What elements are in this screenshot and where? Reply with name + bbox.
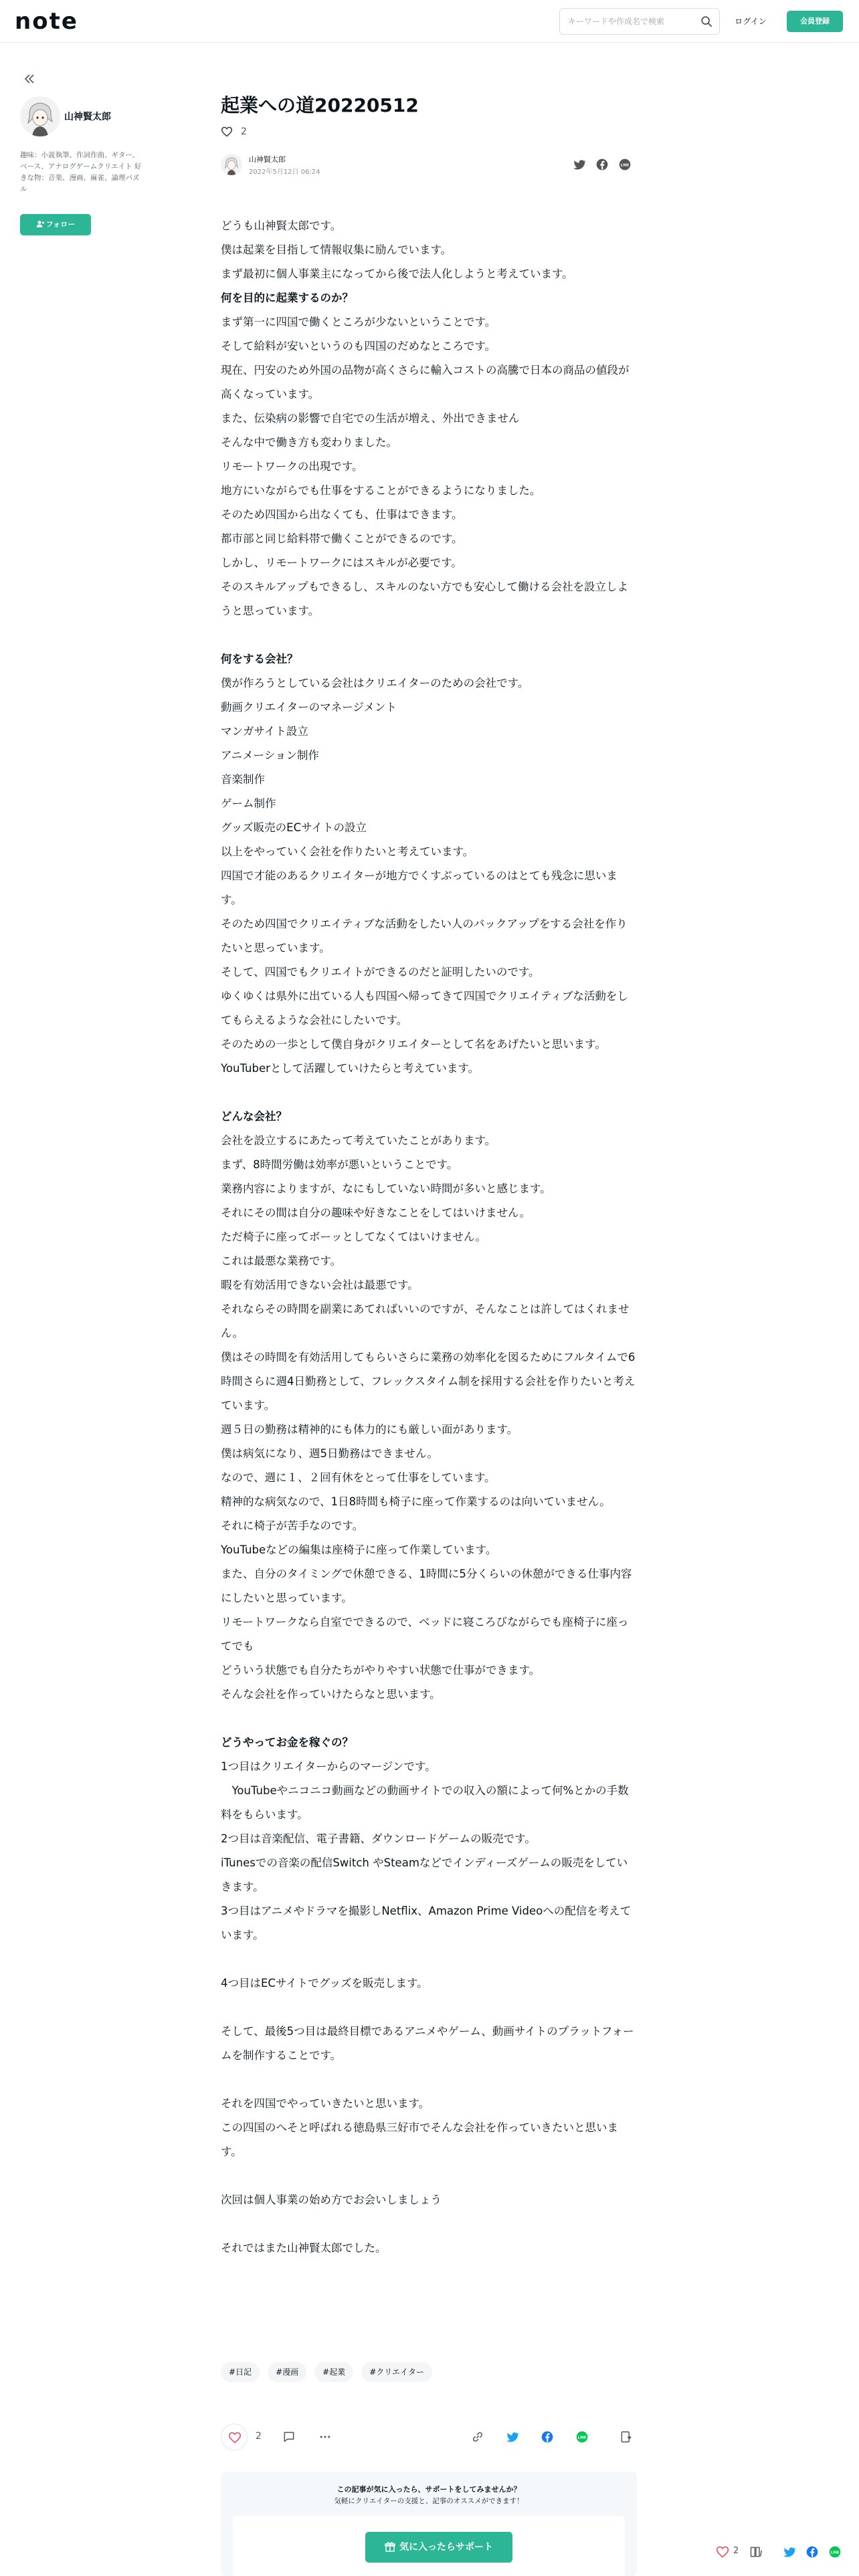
- article-paragraph: 精神的な病気なので、1日8時間も椅子に座って作業するのは向いていません。: [221, 1495, 611, 1508]
- article-paragraph: 僕は病気になり、週5日勤務はできません。: [221, 1447, 438, 1460]
- login-button[interactable]: ログイン: [735, 17, 767, 26]
- article-paragraph: そして、最後5つ目は最終目標であるアニメやゲーム、動画サイトのプラットフォームを制作することです。: [221, 2025, 634, 2062]
- article-paragraph: まず、8時間労働は効率が悪いということです。: [221, 1158, 458, 1171]
- section-heading: 何をする会社？: [221, 653, 298, 665]
- follow-label: フォロー: [45, 220, 76, 229]
- title-like-count: 2: [241, 126, 247, 137]
- hashtag[interactable]: #漫画: [268, 2362, 306, 2382]
- article-paragraph: 僕は起業を目指して情報収集に励んでいます。: [221, 243, 452, 256]
- article-paragraph: 3つ目はアニメやドラマを撮影しNetflix、Amazon Prime Videoへの配信を考えています。: [221, 1905, 632, 1941]
- article-paragraph: 都市部と同じ給料帯で働くことができるのです。: [221, 532, 463, 545]
- article-paragraph: 2つ目は音楽配信、電子書籍、ダウンロードゲームの販売です。: [221, 1832, 536, 1845]
- float-magazine-icon[interactable]: [749, 2545, 763, 2559]
- line-icon[interactable]: [618, 158, 632, 171]
- support-box: [221, 2472, 637, 2576]
- article-paragraph: アニメーション制作: [221, 749, 320, 762]
- article-paragraph: 音楽制作: [221, 773, 265, 786]
- author-avatar-small[interactable]: [221, 154, 242, 175]
- floating-action-bar: [712, 2539, 859, 2565]
- like-button[interactable]: [221, 2424, 248, 2450]
- article-paragraph: そんな中で働き方も変わりました。: [221, 436, 397, 449]
- article-paragraph: 僕が作ろうとしている会社はクリエイターのための会社です。: [221, 677, 529, 689]
- article-paragraph: それに椅子が苦手なのです。: [221, 1519, 364, 1532]
- article-paragraph: それにその間は自分の趣味や好きなことをしてはいけません。: [221, 1206, 531, 1219]
- svg-text:LINE: LINE: [577, 2436, 587, 2440]
- article-paragraph: ただ椅子に座ってボーッとしてなくてはいけません。: [221, 1230, 486, 1243]
- link-icon[interactable]: [471, 2430, 484, 2444]
- article-paragraph: そして、四国でもクリエイトができるのだと証明したいのです。: [221, 966, 540, 978]
- collapse-sidebar-icon[interactable]: [23, 72, 36, 86]
- line-share-icon[interactable]: [575, 2430, 589, 2444]
- article-paragraph: リモートワークの出現です。: [221, 460, 363, 473]
- support-button[interactable]: [365, 2532, 512, 2563]
- article-paragraph: そのため四国から出なくても、仕事はできます。: [221, 508, 463, 521]
- like-count: 2: [256, 2431, 262, 2442]
- comment-icon[interactable]: [282, 2430, 296, 2444]
- gift-icon: [385, 2541, 395, 2552]
- search-input[interactable]: [560, 9, 694, 34]
- article-paragraph: YouTubeやニコニコ動画などの動画サイトでの収入の額によって何%とかの手数料をもらいます。: [221, 1784, 629, 1821]
- article-paragraph: 1つ目はクリエイターからのマージンです。: [221, 1760, 436, 1773]
- article-paragraph: そして給料が安いというのも四国のだめなところです。: [221, 340, 496, 352]
- section-heading: どんな会社？: [221, 1110, 287, 1123]
- article-paragraph: YouTuberとして活躍していけたらと考えています。: [221, 1062, 480, 1075]
- section-heading: 何を目的に起業するのか？: [221, 292, 353, 304]
- article-paragraph: まず最初に個人事業主になってから後で法人化しようと考えています。: [221, 267, 573, 280]
- article-paragraph: 地方にいながらでも仕事をすることができるようになりました。: [221, 484, 541, 497]
- follow-button[interactable]: [20, 214, 91, 235]
- article-paragraph: ゲーム制作: [221, 797, 276, 810]
- twitter-icon[interactable]: [573, 158, 586, 171]
- author-avatar[interactable]: [20, 96, 60, 136]
- article-paragraph: [221, 2164, 636, 2188]
- article-paragraph: まず第一に四国で働くところが少ないということです。: [221, 316, 496, 328]
- article-paragraph: [221, 1947, 636, 1971]
- article-paragraph: それではまた山神賢太郎でした。: [221, 2242, 387, 2254]
- float-like-count: 2: [733, 2546, 739, 2556]
- heart-icon[interactable]: [221, 126, 233, 137]
- more-icon[interactable]: [318, 2430, 332, 2444]
- article-paragraph: 動画クリエイターのマネージメント: [221, 701, 397, 714]
- article-paragraph: 以上をやっていく会社を作りたいと考えています。: [221, 845, 474, 858]
- publish-date: 2022年5月12日 06:24: [249, 169, 320, 176]
- note-logo[interactable]: note: [15, 8, 78, 35]
- float-facebook-icon[interactable]: [805, 2545, 819, 2559]
- article-paragraph: 業務内容によりますが、なにもしていない時間が多いと感じます。: [221, 1182, 551, 1195]
- article-paragraph: グッズ販売のECサイトの設立: [221, 821, 367, 834]
- article-paragraph: また、伝染病の影響で自宅での生活が増え、外出できません: [221, 412, 520, 425]
- article-paragraph: 会社を設立するにあたって考えていたことがあります。: [221, 1134, 496, 1147]
- support-headline: この記事が気に入ったら、サポートをしてみませんか？: [337, 2485, 521, 2494]
- article-paragraph: そのため四国でクリエイティブな活動をしたい人のバックアップをする会社を作りたいと思っています。: [221, 918, 628, 954]
- search-box[interactable]: [559, 8, 720, 35]
- heart-icon: [228, 2432, 242, 2444]
- article-paragraph: [221, 1081, 636, 1105]
- signup-button[interactable]: 会員登録: [787, 11, 843, 32]
- site-header: [0, 0, 859, 43]
- article-paragraph: 現在、円安のため外国の品物が高くさらに輸入コストの高騰で日本の商品の値段が高くなっています。: [221, 364, 630, 401]
- article-paragraph: ゆくゆくは県外に出ている人も四国へ帰ってきて四国でクリエイティブな活動をしてもらえるような会社にしたいです。: [221, 990, 628, 1027]
- article-paragraph: [221, 2068, 636, 2092]
- article-paragraph: 僕はその時間を有効活用してもらいさらに業務の効率化を図るためにフルタイムで6時間さらに週4日勤務として、フレックスタイム制を採用する会社を作りたいと考えています。: [221, 1351, 636, 1412]
- article-paragraph: [221, 623, 636, 647]
- article-actions: [221, 2424, 636, 2450]
- support-subtext: 気軽にクリエイターの支援と、記事のオススメができます！: [334, 2497, 524, 2505]
- article-paragraph: しかし、リモートワークにはスキルが必要です。: [221, 556, 462, 569]
- article-paragraph: YouTubeなどの編集は座椅子に座って作業しています。: [221, 1543, 497, 1556]
- support-card: [233, 2516, 625, 2576]
- article-paragraph: iTunesでの音楽の配信Switch やSteamなどでインディーズゲームの販売をしていきます。: [221, 1856, 628, 1893]
- article-paragraph: 暇を有効活用できない会社は最悪です。: [221, 1279, 419, 1291]
- float-line-icon[interactable]: [828, 2545, 842, 2559]
- sidebar-author-name[interactable]: 山神賢太郎: [64, 112, 111, 122]
- share-icons-top: [573, 158, 632, 171]
- user-plus-icon: [36, 220, 44, 228]
- title-like-row: [221, 124, 247, 139]
- article-paragraph: それならその時間を副業にあてればいいのですが、そんなことは許してはくれません。: [221, 1303, 630, 1339]
- article-title: 起業への道20220512: [221, 94, 419, 116]
- sidebar-author-bio: 趣味：小説執筆、作詞作曲、ギター、ベース、アナログゲームクリエイト 好きな物：音楽、漫画、麻雀、論理パズル: [20, 151, 142, 193]
- article-paragraph: それを四国でやっていきたいと思います。: [221, 2097, 430, 2110]
- hashtag[interactable]: #クリエイター: [361, 2362, 432, 2382]
- article-paragraph: そんな会社を作っていけたらなと思います。: [221, 1688, 441, 1701]
- article-paragraph: なので、週に１、２回有休をとって仕事をしています。: [221, 1471, 496, 1484]
- article-paragraph: 週５日の勤務は精神的にも体力的にも厳しい面があります。: [221, 1423, 518, 1436]
- facebook-icon[interactable]: [595, 158, 609, 171]
- article-paragraph: どうも山神賢太郎です。: [221, 219, 342, 232]
- hashtag[interactable]: #起業: [314, 2362, 353, 2382]
- hashtag[interactable]: #日記: [221, 2362, 260, 2382]
- float-twitter-icon[interactable]: [783, 2545, 796, 2559]
- svg-text:LINE: LINE: [830, 2551, 840, 2555]
- article-paragraph: マンガサイト設立: [221, 725, 308, 738]
- article-paragraph: [221, 1707, 636, 1731]
- author-row: [221, 152, 632, 179]
- twitter-share-icon[interactable]: [506, 2430, 519, 2444]
- embed-icon[interactable]: [619, 2430, 633, 2444]
- float-heart-icon[interactable]: [716, 2545, 729, 2559]
- article-paragraph: どういう状態でも自分たちがやりやすい状態で仕事ができます。: [221, 1664, 541, 1677]
- tag-list: [221, 2362, 432, 2382]
- article-paragraph: 四国で才能のあるクリエイターが地方でくすぶっているのはとても残念に思います。: [221, 869, 617, 906]
- author-name[interactable]: 山神賢太郎: [249, 155, 286, 164]
- support-button-label: 気に入ったらサポート: [399, 2542, 493, 2553]
- article-paragraph: 4つ目はECサイトでグッズを販売します。: [221, 1977, 428, 1990]
- article-paragraph: [221, 2212, 636, 2236]
- article-paragraph: そのための一歩として僕自身がクリエイターとして名をあげたいと思います。: [221, 1038, 606, 1051]
- article-paragraph: [221, 1996, 636, 2020]
- facebook-share-icon[interactable]: [541, 2430, 554, 2444]
- article-paragraph: また、自分のタイミングで休憩できる、1時間に5分くらいの休憩ができる仕事内容にしたいと思っています。: [221, 1568, 632, 1604]
- article-body: [221, 214, 636, 2260]
- section-heading: どうやってお金を稼ぐの？: [221, 1736, 353, 1749]
- article-paragraph: そのスキルアップもできるし、スキルのない方でも安心して働ける会社を設立しようと思っています。: [221, 580, 629, 617]
- article-paragraph: これは最悪な業務です。: [221, 1255, 342, 1267]
- svg-text:LINE: LINE: [620, 163, 630, 168]
- article-paragraph: リモートワークなら自室でできるので、ベッドに寝ころびながらでも座椅子に座ってでも: [221, 1616, 629, 1652]
- search-icon[interactable]: [700, 15, 712, 27]
- article-paragraph: 次回は個人事業の始め方でお会いしましょう: [221, 2193, 442, 2206]
- article-paragraph: この四国のへそと呼ばれる徳島県三好市でそんな会社を作っていきたいと思います。: [221, 2121, 618, 2158]
